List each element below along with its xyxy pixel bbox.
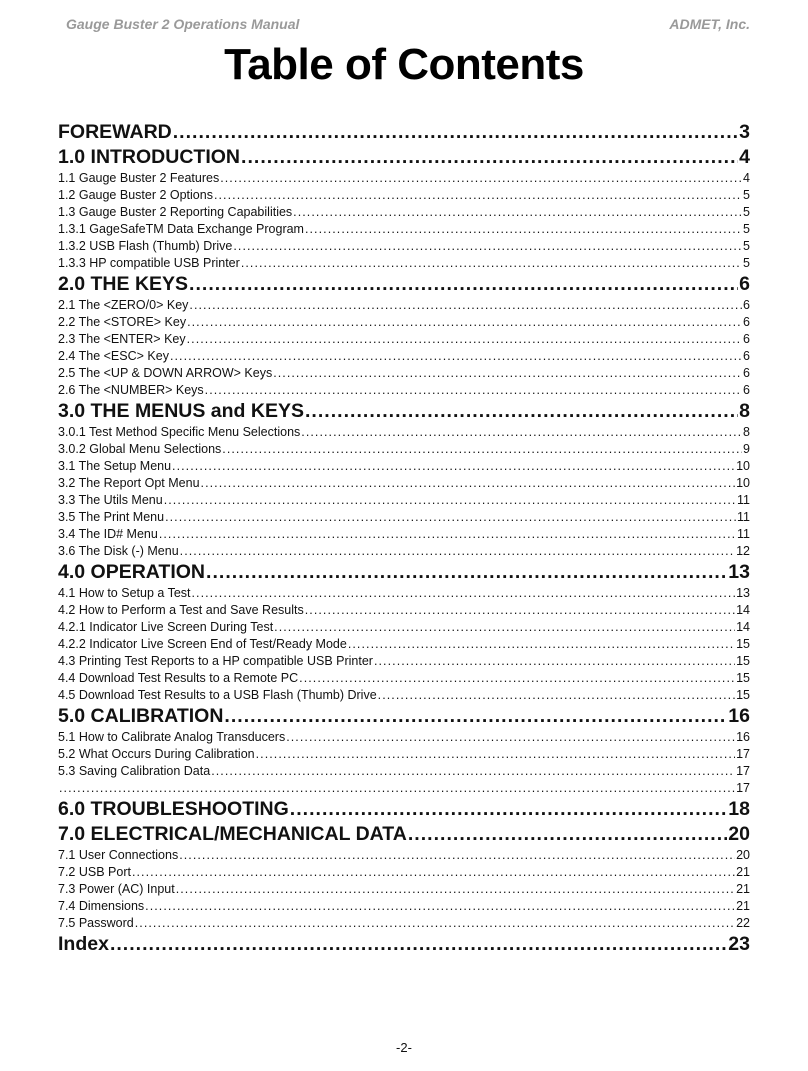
toc-subsection-entry[interactable] (58, 314, 750, 331)
toc-entry-page: 13 (736, 586, 750, 600)
toc-entry-page: 16 (728, 705, 750, 727)
toc-entry-page: 6 (743, 298, 750, 312)
table-of-contents (58, 120, 750, 957)
toc-subsection-entry[interactable] (58, 475, 750, 492)
toc-subsection-entry[interactable] (58, 746, 750, 763)
dot-leader (233, 238, 742, 255)
toc-subsection-entry[interactable] (58, 170, 750, 187)
toc-entry-label: 1.2 Gauge Buster 2 Options (58, 188, 213, 202)
toc-entry-label: FOREWARD (58, 121, 172, 143)
dot-leader (273, 365, 742, 382)
toc-entry-page: 15 (736, 654, 750, 668)
toc-entry-page: 23 (728, 933, 750, 955)
toc-entry-page: 18 (728, 798, 750, 820)
toc-entry-label: 2.2 The <STORE> Key (58, 315, 187, 329)
toc-entry-page: 13 (728, 561, 750, 583)
toc-entry-label: 7.3 Power (AC) Input (58, 882, 175, 896)
toc-entry-page: 5 (743, 256, 750, 270)
toc-section-entry[interactable] (58, 560, 750, 585)
toc-subsection-entry[interactable] (58, 847, 750, 864)
toc-entry-page: 22 (736, 916, 750, 930)
dot-leader (110, 932, 727, 957)
toc-subsection-entry[interactable] (58, 585, 750, 602)
toc-entry-label: 7.5 Password (58, 916, 134, 930)
toc-entry-label: 7.2 USB Port (58, 865, 131, 879)
toc-entry-page: 4 (739, 146, 750, 168)
toc-entry-page: 17 (736, 747, 750, 761)
toc-subsection-entry[interactable] (58, 653, 750, 670)
dot-leader (205, 382, 742, 399)
toc-section-entry[interactable] (58, 272, 750, 297)
dot-leader (305, 602, 735, 619)
toc-entry-page: 5 (743, 239, 750, 253)
toc-entry-page: 8 (743, 425, 750, 439)
dot-leader (192, 585, 736, 602)
toc-entry-label: 3.0 THE MENUS and KEYS (58, 400, 304, 422)
toc-entry-label: 4.0 OPERATION (58, 561, 206, 583)
toc-subsection-entry[interactable] (58, 204, 750, 221)
toc-entry-label: 3.4 The ID# Menu (58, 527, 158, 541)
dot-leader (224, 704, 727, 729)
toc-entry-label: 2.5 The <UP & DOWN ARROW> Keys (58, 366, 273, 380)
toc-entry-label: 7.0 ELECTRICAL/MECHANICAL DATA (58, 823, 407, 845)
toc-entry-label: 4.2.2 Indicator Live Screen End of Test/Ready Mode (58, 637, 347, 651)
toc-subsection-entry[interactable] (58, 915, 750, 932)
toc-subsection-entry[interactable] (58, 670, 750, 687)
toc-entry-page: 10 (736, 459, 750, 473)
toc-section-entry[interactable] (58, 399, 750, 424)
dot-leader (222, 441, 742, 458)
toc-entry-label: 6.0 TROUBLESHOOTING (58, 798, 289, 820)
dot-leader (305, 399, 738, 424)
dot-leader (241, 255, 742, 272)
dot-leader (241, 145, 738, 170)
toc-entry-label: 5.2 What Occurs During Calibration (58, 747, 255, 761)
dot-leader (305, 221, 742, 238)
toc-section-entry[interactable] (58, 822, 750, 847)
toc-section-entry[interactable] (58, 120, 750, 145)
dot-leader (179, 847, 735, 864)
dot-leader (145, 898, 735, 915)
page-title: Table of Contents (224, 40, 584, 89)
toc-entry-label: 5.1 How to Calibrate Analog Transducers (58, 730, 286, 744)
toc-entry-label: 4.4 Download Test Results to a Remote PC (58, 671, 299, 685)
toc-entry-page: 11 (737, 527, 750, 541)
dot-leader (165, 509, 736, 526)
dot-leader (159, 526, 736, 543)
toc-entry-label: 4.2.1 Indicator Live Screen During Test (58, 620, 274, 634)
toc-subsection-entry[interactable] (58, 729, 750, 746)
dot-leader (201, 475, 736, 492)
toc-entry-page: 20 (728, 823, 750, 845)
toc-entry-label: 2.3 The <ENTER> Key (58, 332, 186, 346)
toc-subsection-entry[interactable] (58, 780, 750, 797)
toc-entry-page: 16 (736, 730, 750, 744)
dot-leader (408, 822, 727, 847)
dot-leader (180, 543, 735, 560)
toc-subsection-entry[interactable] (58, 619, 750, 636)
toc-subsection-entry[interactable] (58, 348, 750, 365)
dot-leader (187, 314, 742, 331)
toc-entry-label: 4.3 Printing Test Reports to a HP compatible USB Printer (58, 654, 373, 668)
toc-subsection-entry[interactable] (58, 602, 750, 619)
toc-entry-page: 20 (736, 848, 750, 862)
toc-subsection-entry[interactable] (58, 331, 750, 348)
toc-entry-page: 8 (739, 400, 750, 422)
dot-leader (211, 763, 735, 780)
dot-leader (59, 780, 735, 797)
toc-entry-label: 3.5 The Print Menu (58, 510, 165, 524)
toc-entry-label: 1.0 INTRODUCTION (58, 146, 241, 168)
toc-entry-page: 11 (737, 493, 750, 507)
toc-entry-label: 7.1 User Connections (58, 848, 179, 862)
toc-entry-label: 4.1 How to Setup a Test (58, 586, 191, 600)
dot-leader (206, 560, 727, 585)
toc-entry-label: 3.0.1 Test Method Specific Menu Selections (58, 425, 301, 439)
dot-leader (170, 348, 742, 365)
toc-subsection-entry[interactable] (58, 864, 750, 881)
toc-subsection-entry[interactable] (58, 898, 750, 915)
toc-entry-page: 21 (736, 899, 750, 913)
toc-subsection-entry[interactable] (58, 382, 750, 399)
dot-leader (173, 120, 738, 145)
dot-leader (189, 297, 742, 314)
toc-entry-page: 14 (736, 603, 750, 617)
toc-entry-page: 5 (743, 205, 750, 219)
toc-entry-page: 21 (736, 882, 750, 896)
toc-subsection-entry[interactable] (58, 297, 750, 314)
toc-entry-label: 1.3.3 HP compatible USB Printer (58, 256, 240, 270)
toc-subsection-entry[interactable] (58, 238, 750, 255)
toc-entry-page: 6 (743, 366, 750, 380)
toc-entry-page: 9 (743, 442, 750, 456)
toc-entry-page: 5 (743, 222, 750, 236)
toc-entry-label: 3.0.2 Global Menu Selections (58, 442, 222, 456)
toc-subsection-entry[interactable] (58, 763, 750, 780)
dot-leader (301, 424, 742, 441)
dot-leader (135, 915, 735, 932)
toc-entry-label: 3.6 The Disk (-) Menu (58, 544, 179, 558)
dot-leader (189, 272, 738, 297)
toc-entry-label: 1.3 Gauge Buster 2 Reporting Capabilities (58, 205, 293, 219)
toc-entry-label: 1.1 Gauge Buster 2 Features (58, 171, 220, 185)
toc-entry-label: 3.3 The Utils Menu (58, 493, 163, 507)
toc-entry-page: 17 (736, 764, 750, 778)
toc-entry-page: 4 (743, 171, 750, 185)
toc-subsection-entry[interactable] (58, 492, 750, 509)
dot-leader (164, 492, 736, 509)
toc-entry-label: 2.1 The <ZERO/0> Key (58, 298, 189, 312)
toc-entry-page: 12 (736, 544, 750, 558)
toc-subsection-entry[interactable] (58, 526, 750, 543)
dot-leader (374, 653, 735, 670)
dot-leader (290, 797, 728, 822)
toc-subsection-entry[interactable] (58, 509, 750, 526)
dot-leader (274, 619, 735, 636)
toc-subsection-entry[interactable] (58, 221, 750, 238)
toc-entry-page: 14 (736, 620, 750, 634)
toc-entry-label: 3.1 The Setup Menu (58, 459, 172, 473)
dot-leader (299, 670, 735, 687)
toc-entry-page: 6 (739, 273, 750, 295)
toc-subsection-entry[interactable] (58, 424, 750, 441)
toc-entry-page: 17 (736, 781, 750, 795)
toc-entry-label: Index (58, 933, 109, 955)
toc-subsection-entry[interactable] (58, 458, 750, 475)
running-header-left: Gauge Buster 2 Operations Manual (66, 16, 300, 32)
dot-leader (256, 746, 735, 763)
running-header-right: ADMET, Inc. (669, 16, 750, 32)
toc-entry-label: 2.4 The <ESC> Key (58, 349, 169, 363)
toc-entry-page: 15 (736, 637, 750, 651)
toc-entry-label: 2.6 The <NUMBER> Keys (58, 383, 204, 397)
page-number: -2- (396, 1040, 412, 1055)
toc-subsection-entry[interactable] (58, 441, 750, 458)
dot-leader (378, 687, 735, 704)
toc-entry-page: 3 (739, 121, 750, 143)
dot-leader (132, 864, 735, 881)
dot-leader (286, 729, 735, 746)
dot-leader (187, 331, 742, 348)
dot-leader (172, 458, 735, 475)
toc-subsection-entry[interactable] (58, 881, 750, 898)
toc-entry-page: 11 (737, 510, 750, 524)
toc-entry-label: 7.4 Dimensions (58, 899, 145, 913)
toc-entry-page: 10 (736, 476, 750, 490)
toc-section-entry[interactable] (58, 932, 750, 957)
toc-entry-label: 1.3.2 USB Flash (Thumb) Drive (58, 239, 233, 253)
toc-entry-page: 5 (743, 188, 750, 202)
toc-subsection-entry[interactable] (58, 255, 750, 272)
toc-entry-label: 2.0 THE KEYS (58, 273, 189, 295)
toc-section-entry[interactable] (58, 145, 750, 170)
toc-entry-page: 15 (736, 671, 750, 685)
dot-leader (220, 170, 742, 187)
toc-subsection-entry[interactable] (58, 365, 750, 382)
toc-subsection-entry[interactable] (58, 187, 750, 204)
dot-leader (176, 881, 735, 898)
dot-leader (348, 636, 735, 653)
toc-entry-label: 5.0 CALIBRATION (58, 705, 224, 727)
toc-subsection-entry[interactable] (58, 636, 750, 653)
toc-entry-page: 6 (743, 349, 750, 363)
toc-entry-label: 3.2 The Report Opt Menu (58, 476, 200, 490)
toc-subsection-entry[interactable] (58, 543, 750, 560)
toc-entry-label: 4.2 How to Perform a Test and Save Results (58, 603, 304, 617)
toc-entry-page: 6 (743, 332, 750, 346)
toc-entry-label: 5.3 Saving Calibration Data (58, 764, 211, 778)
dot-leader (214, 187, 742, 204)
toc-entry-page: 21 (736, 865, 750, 879)
dot-leader (293, 204, 742, 221)
toc-entry-label: 4.5 Download Test Results to a USB Flash (Thumb) Drive (58, 688, 377, 702)
toc-section-entry[interactable] (58, 704, 750, 729)
toc-entry-label: 1.3.1 GageSafeTM Data Exchange Program (58, 222, 304, 236)
toc-section-entry[interactable] (58, 797, 750, 822)
toc-entry-page: 6 (743, 383, 750, 397)
toc-entry-page: 15 (736, 688, 750, 702)
toc-entry-page: 6 (743, 315, 750, 329)
toc-subsection-entry[interactable] (58, 687, 750, 704)
